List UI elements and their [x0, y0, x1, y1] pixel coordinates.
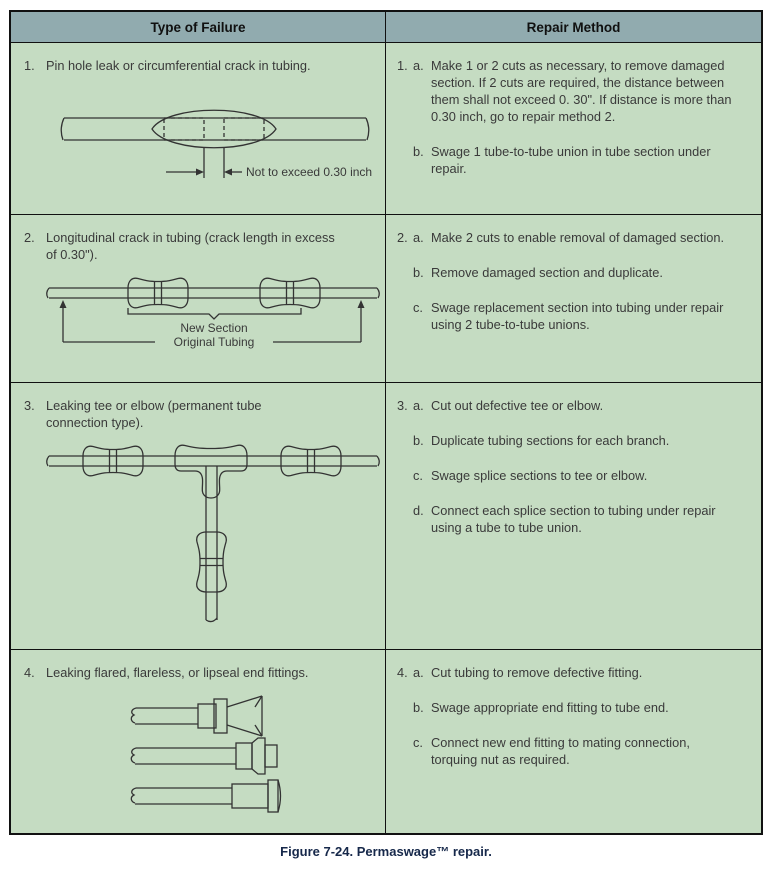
step-text: Make 2 cuts to enable removal of damaged section. [431, 230, 725, 245]
step-number [397, 734, 413, 768]
step-letter: c. [413, 468, 423, 483]
step-text: Cut tubing to remove defective fitting. [431, 665, 643, 680]
repair-step [397, 664, 753, 681]
step-number [397, 699, 413, 716]
repair-step [397, 734, 753, 768]
failure-text: Longitudinal crack in tubing (crack length in excess of 0.30"). [46, 230, 335, 262]
repair-step [397, 699, 753, 716]
header-type-of-failure [11, 12, 386, 43]
step-number [397, 467, 413, 484]
dimension-label: Not to exceed 0.30 inch [246, 165, 373, 179]
repair-step [397, 432, 753, 449]
step-text: Cut out defective tee or elbow. [431, 398, 604, 413]
step-text: Swage replacement section into tubing under repair using 2 tube-to-tube unions. [431, 300, 724, 332]
step-text: Swage appropriate end fitting to tube end. [431, 700, 669, 715]
repair-step [397, 299, 753, 333]
failure-item-2 [24, 229, 375, 263]
original-tubing-label: Original Tubing [173, 335, 255, 349]
longitudinal-crack-repair-diagram [43, 270, 383, 356]
repair-cell-3 [386, 383, 761, 650]
repair-step [397, 57, 753, 125]
step-letter: d. [413, 503, 424, 518]
step-text: Connect each splice section to tubing under repair using a tube to tube union. [431, 503, 716, 535]
step-number [397, 432, 413, 449]
failure-cell-4 [11, 650, 386, 833]
failure-item-3 [24, 397, 375, 431]
repair-step [397, 264, 753, 281]
step-number [397, 299, 413, 333]
step-letter: a. [413, 665, 424, 680]
repair-step [397, 502, 753, 536]
step-text: Remove damaged section and duplicate. [431, 265, 663, 280]
step-number: 2. [397, 230, 408, 245]
step-letter: a. [413, 398, 424, 413]
pinhole-crack-union-diagram [54, 88, 376, 184]
failure-text: Leaking tee or elbow (permanent tube connection type). [46, 398, 262, 430]
repair-cell-1 [386, 43, 761, 215]
failure-text: Leaking flared, flareless, or lipseal end fittings. [46, 665, 309, 680]
repair-cell-2 [386, 215, 761, 383]
repair-step [397, 397, 753, 414]
failure-cell-2 [11, 215, 386, 383]
step-number [397, 143, 413, 177]
step-text: Connect new end fitting to mating connection, torquing nut as required. [431, 735, 690, 767]
step-number: 3. [397, 398, 408, 413]
step-letter: b. [413, 433, 424, 448]
step-number: 1. [397, 58, 408, 73]
failure-item-4 [24, 664, 375, 681]
step-letter: b. [413, 144, 424, 159]
failure-text: Pin hole leak or circumferential crack in tubing. [46, 58, 311, 73]
step-letter: c. [413, 300, 423, 315]
step-text: Swage splice sections to tee or elbow. [431, 468, 648, 483]
step-letter: b. [413, 265, 424, 280]
failure-cell-3 [11, 383, 386, 650]
failure-number: 4. [24, 665, 35, 680]
repair-cell-4 [386, 650, 761, 833]
step-number: 4. [397, 665, 408, 680]
step-number [397, 264, 413, 281]
new-section-label: New Section [180, 321, 248, 335]
failure-number: 2. [24, 230, 35, 245]
step-number [397, 502, 413, 536]
step-text: Make 1 or 2 cuts as necessary, to remove damaged section. If 2 cuts are required, the distance between them shall not exceed 0. 30". If distance is more than 0.30 inch, go to repair method 2. [431, 58, 732, 124]
repair-step [397, 229, 753, 246]
step-letter: c. [413, 735, 423, 750]
end-fittings-diagram [122, 694, 294, 818]
step-text: Swage 1 tube-to-tube union in tube section under repair. [431, 144, 711, 176]
step-letter: a. [413, 230, 424, 245]
header-repair-method-label: Repair Method [526, 19, 621, 35]
header-type-of-failure-label: Type of Failure [150, 19, 246, 35]
failure-repair-table [9, 10, 763, 835]
failure-number: 3. [24, 398, 35, 413]
repair-step [397, 467, 753, 484]
failure-cell-1 [11, 43, 386, 215]
figure-caption: Figure 7-24. Permaswage™ repair. [280, 844, 492, 859]
repair-step [397, 143, 753, 177]
step-letter: a. [413, 58, 424, 73]
step-letter: b. [413, 700, 424, 715]
tee-elbow-repair-diagram [43, 434, 383, 630]
step-text: Duplicate tubing sections for each branch. [431, 433, 670, 448]
failure-number: 1. [24, 58, 35, 73]
header-repair-method [386, 12, 761, 43]
failure-item-1 [24, 57, 375, 74]
